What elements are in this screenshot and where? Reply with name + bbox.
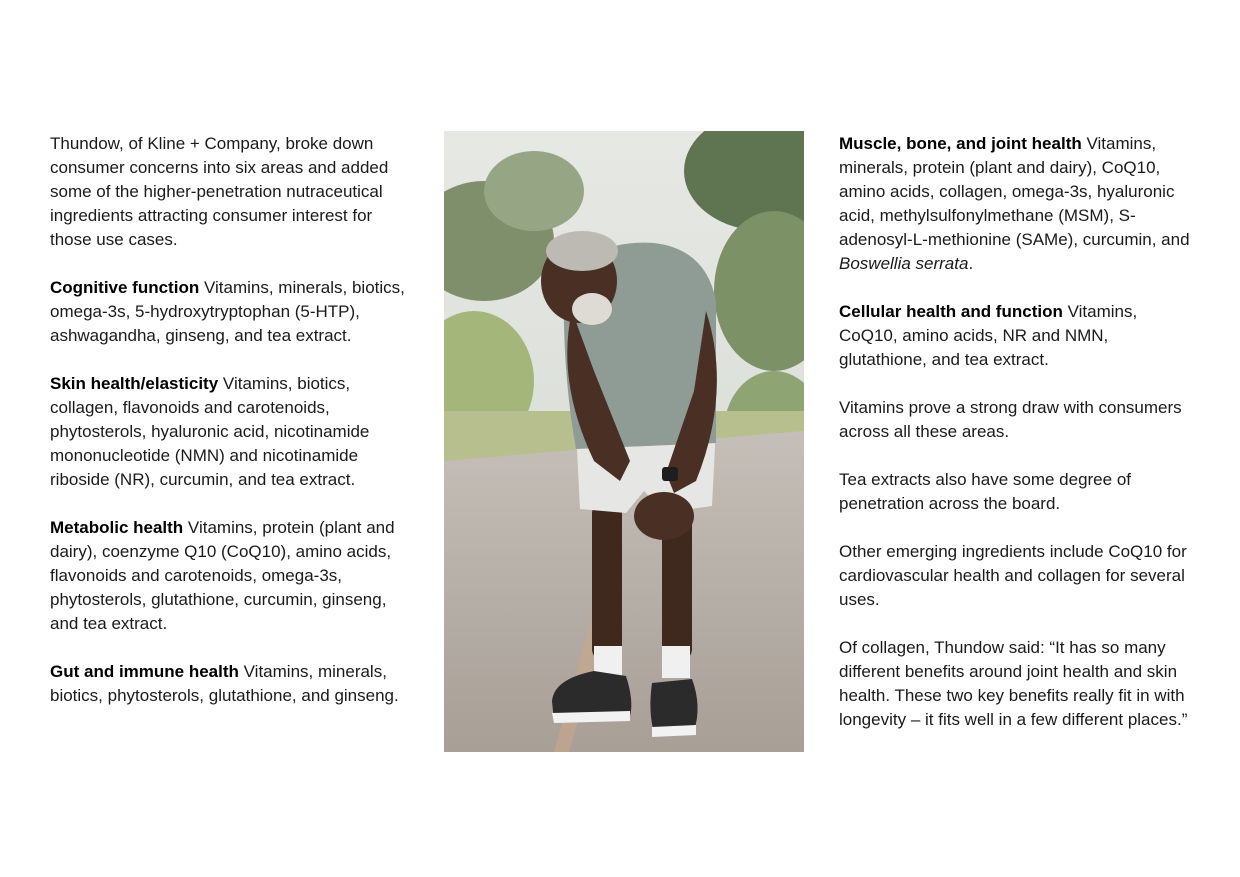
section-body: Vitamins, biotics, collagen, flavonoids and carotenoids, phytosterols, hyaluronic acid, nicotinamide mononucleotide (NMN) and nicotinamide riboside (NR), curcumin, and tea extract.: [50, 374, 370, 489]
section-gut-immune: [50, 660, 408, 708]
right-column: [839, 132, 1195, 756]
section-cognitive: [50, 276, 408, 348]
paragraph-emerging: Other emerging ingredients include CoQ10 for cardiovascular health and collagen for several uses.: [839, 542, 1187, 609]
section-metabolic: [50, 516, 408, 636]
section-heading: Cognitive function: [50, 278, 200, 297]
section-body: Vitamins, protein (plant and dairy), coenzyme Q10 (CoQ10), amino acids, flavonoids and carotenoids, omega-3s, phytosterols, glutathione, curcumin, ginseng, and tea extract.: [50, 518, 395, 633]
section-skin: [50, 372, 408, 492]
section-heading: Gut and immune health: [50, 662, 239, 681]
left-column: [50, 132, 408, 732]
section-heading: Metabolic health: [50, 518, 184, 537]
section-cellular: [839, 300, 1195, 372]
section-body: Vitamins, minerals, protein (plant and dairy), CoQ10, amino acids, collagen, omega-3s, hyaluronic acid, methylsulfonylmethane (MSM), S-adenosyl-L-methionine (SAMe), curcumin, and: [839, 134, 1190, 249]
intro-paragraph: Thundow, of Kline + Company, broke down consumer concerns into six areas and added some of the higher-penetration nutraceutical ingredients attracting consumer interest for those use cases.: [50, 134, 389, 249]
runner-holding-knee-photo: [444, 131, 804, 752]
section-body-italic: Boswellia serrata: [839, 254, 969, 273]
paragraph-vitamins: Vitamins prove a strong draw with consumers across all these areas.: [839, 398, 1182, 441]
section-body: Vitamins, CoQ10, amino acids, NR and NMN, glutathione, and tea extract.: [839, 302, 1138, 369]
section-heading: Skin health/elasticity: [50, 374, 219, 393]
section-body: Vitamins, minerals, biotics, omega-3s, 5-hydroxytryptophan (5-HTP), ashwagandha, ginseng, and tea extract.: [50, 278, 405, 345]
section-body: Vitamins, minerals, biotics, phytosterols, glutathione, and ginseng.: [50, 662, 399, 705]
paragraph-collagen-quote: Of collagen, Thundow said: “It has so many different benefits around joint health and skin health. These two key benefits really fit in with longevity – it fits well in a few different places.”: [839, 638, 1188, 729]
section-body-end: .: [968, 254, 974, 273]
paragraph-tea-extracts: Tea extracts also have some degree of penetration across the board.: [839, 470, 1131, 513]
section-muscle-bone-joint: [839, 132, 1195, 276]
section-heading: Muscle, bone, and joint health: [839, 134, 1082, 153]
section-heading: Cellular health and function: [839, 302, 1063, 321]
